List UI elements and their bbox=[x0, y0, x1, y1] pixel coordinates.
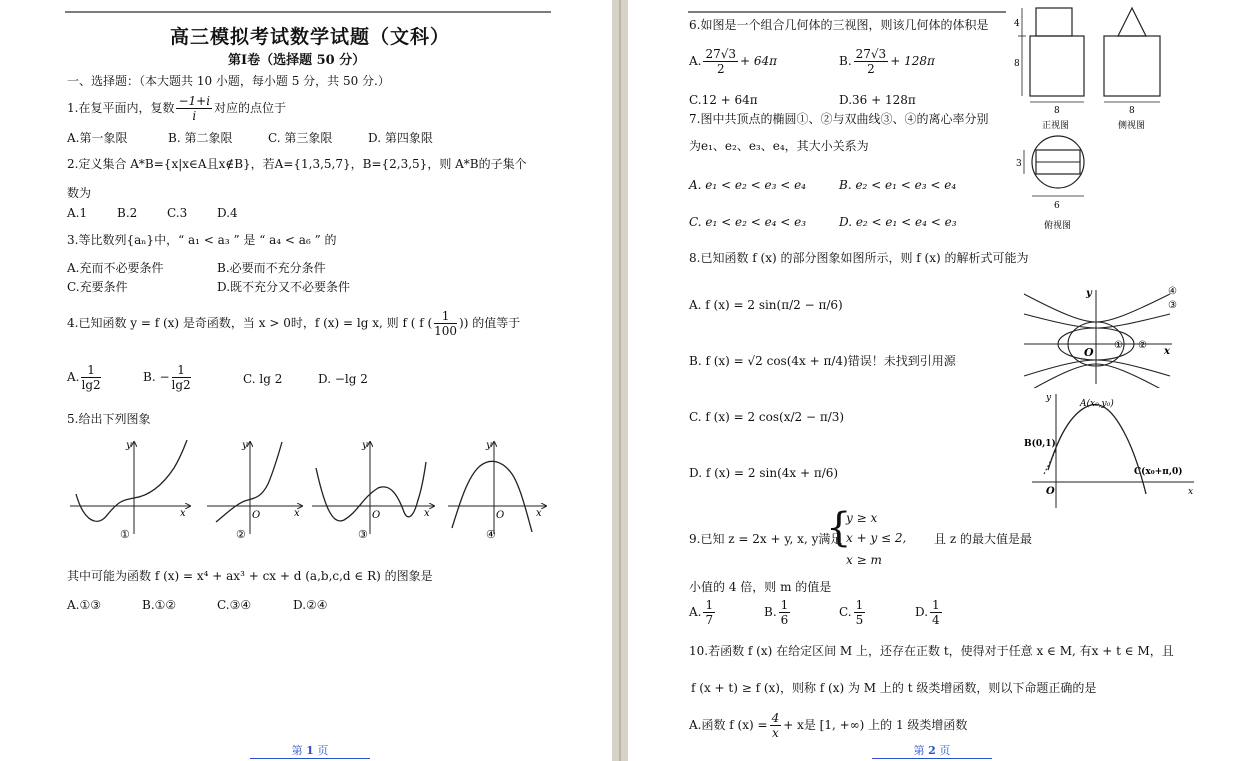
graph-1-label: ① bbox=[120, 528, 130, 541]
svg-text:C(x₀+π,0): C(x₀+π,0) bbox=[1134, 467, 1183, 477]
question-4: 4.已知函数 y = f (x) 是奇函数，当 x > 0时，f (x) = lg x, 则 f ( f ( $\frac{1}{100}$ )) 的值等于 bbox=[67, 309, 521, 338]
exam-title: 高三模拟考试数学试题（文科） bbox=[170, 26, 451, 48]
svg-text:y: y bbox=[1046, 393, 1052, 403]
instructions: 一、选择题：（本大题共 10 小题，每小题 5 分，共 50 分.） bbox=[67, 74, 390, 88]
question-9-post: 且 z 的最大值是最 bbox=[934, 532, 1032, 546]
svg-text:O: O bbox=[1084, 346, 1094, 359]
svg-text:O: O bbox=[1046, 486, 1055, 497]
q7-option-b: B. e₂ < e₁ < e₃ < e₄ bbox=[839, 178, 957, 192]
graph-2-label: ② bbox=[236, 528, 246, 541]
question-2: 2.定义集合 A*B={x|x∈A且x∉B}，若A={1,3,5,7}，B={2,3,5}，则 A*B的子集个 bbox=[67, 157, 527, 171]
question-9-cont: 小值的 4 倍，则 m 的值是 bbox=[689, 580, 832, 594]
section-heading: 第Ⅰ卷（选择题 50 分） bbox=[228, 53, 366, 68]
svg-text:y: y bbox=[242, 440, 248, 451]
svg-text:A(x₀,y₀): A(x₀,y₀) bbox=[1080, 399, 1114, 409]
q1-option-d: D. 第四象限 bbox=[368, 131, 433, 145]
graph-2 bbox=[207, 440, 302, 541]
svg-text:x: x bbox=[294, 508, 300, 519]
graph-3 bbox=[312, 440, 434, 541]
q5-graphs bbox=[62, 432, 562, 544]
header-rule bbox=[65, 11, 551, 13]
q4-option-c: C. lg 2 bbox=[243, 372, 283, 386]
question-8: 8.已知函数 f (x) 的部分图象如图所示，则 f (x) 的解析式可能为 bbox=[689, 251, 1029, 265]
side-view-label: 侧视图 bbox=[1118, 121, 1146, 131]
q2-option-b: B.2 bbox=[117, 206, 138, 220]
svg-text:x: x bbox=[424, 508, 430, 519]
top-view-label: 俯视图 bbox=[1044, 221, 1072, 231]
q5-option-a: A.①③ bbox=[67, 598, 101, 612]
page-number-2: 第 2 页 bbox=[872, 744, 992, 759]
svg-text:②: ② bbox=[1138, 340, 1147, 351]
graph-3-label: ③ bbox=[358, 528, 368, 541]
question-3: 3.等比数列{aₙ}中，“ a₁ < a₃ ” 是 “ a₄ < a₆ ” 的 bbox=[67, 233, 337, 247]
q5-option-b: B.①② bbox=[142, 598, 177, 612]
q8-option-d: D. f (x) = 2 sin(4x + π/6) bbox=[689, 466, 839, 480]
svg-text:x: x bbox=[180, 508, 186, 519]
svg-text:y: y bbox=[126, 440, 132, 451]
question-10-line2: f (x + t) ≥ f (x)，则称 f (x) 为 M 上的 t 级类增函数，则以下命题正确的是 bbox=[691, 681, 1097, 695]
q9-option-b: B. $\frac{1}{6}$ bbox=[764, 598, 789, 627]
question-1: 1.在复平面内，复数 $\frac{-1+i}{i}$ 对应的点位于 bbox=[67, 94, 287, 123]
svg-text:O: O bbox=[252, 510, 261, 521]
q8-option-c: C. f (x) = 2 cos(x/2 − π/3) bbox=[689, 410, 845, 424]
q9-option-a: A. $\frac{1}{7}$ bbox=[689, 598, 714, 627]
q4-option-d: D. −lg 2 bbox=[318, 372, 368, 386]
q5-option-c: C.③④ bbox=[217, 598, 252, 612]
q3-option-c: C.充要条件 bbox=[67, 280, 128, 294]
svg-text:y: y bbox=[486, 440, 492, 451]
q6-option-c: C.12 + 64π bbox=[689, 93, 758, 107]
question-7: 7.图中共顶点的椭圆①、②与双曲线③、④的离心率分别 bbox=[689, 112, 989, 126]
q3-option-b: B.必要而不充分条件 bbox=[217, 261, 326, 275]
question-7-cont: 为e₁、e₂、e₃、e₄，其大小关系为 bbox=[689, 139, 869, 153]
svg-text:④: ④ bbox=[1168, 286, 1177, 297]
q4-fraction: $\frac{1}{100}$ bbox=[434, 309, 458, 338]
question-2-cont: 数为 bbox=[67, 186, 92, 200]
q2-option-d: D.4 bbox=[217, 206, 238, 220]
q8-option-b: B. f (x) = √2 cos(4x + π/4)错误！未找到引用源 bbox=[689, 354, 956, 368]
svg-text:①: ① bbox=[1114, 340, 1123, 351]
q1-fraction: $\frac{-1+i}{i}$ bbox=[178, 94, 211, 123]
svg-text:x: x bbox=[1188, 487, 1194, 497]
question-9: 9.已知 z = 2x + y, x, y满足 bbox=[689, 532, 843, 546]
question-6: 6.如图是一个组合几何体的三视图，则该几何体的体积是 bbox=[689, 18, 989, 32]
graph-1 bbox=[70, 440, 190, 541]
svg-text:B(0,1): B(0,1) bbox=[1024, 439, 1056, 449]
q3-option-a: A.充而不必要条件 bbox=[67, 261, 164, 275]
svg-text:x: x bbox=[536, 508, 542, 519]
q6-option-d: D.36 + 128π bbox=[839, 93, 916, 107]
q6-option-b: B. $\frac{27√3}{2}$ + 128π bbox=[839, 47, 935, 76]
page-number-1: 第 1 页 bbox=[250, 744, 370, 759]
q9-option-c: C. $\frac{1}{5}$ bbox=[839, 598, 864, 627]
q10-option-a: A.函数 f (x) = $\frac{4}{x}$ + x是 [1, +∞) 上的 1 级类增函数 bbox=[689, 711, 968, 740]
q7-option-a: A. e₁ < e₂ < e₃ < e₄ bbox=[689, 178, 806, 192]
q7-option-d: D. e₂ < e₁ < e₄ < e₃ bbox=[839, 215, 957, 229]
reference-error-text: 错误！未找到引用源 bbox=[847, 354, 956, 368]
page-2: 6.如图是一个组合几何体的三视图，则该几何体的体积是 A. $\frac{27√3}{2}$ + 64π B. $\frac{27√3}{2}$ + 128π C.12 + 64π D.36 + 128π 4 8 8 正视图 8 侧视图 3 6 俯视图 7.图中共顶点的椭圆①、②与双曲线③、④的离心率分别 为e₁、e₂、e₃、e₄，其大小关系为 A. e₁ < e₂ < e₃ < e₄ B. e₂ < e₁ < e₃ < e₄ C. e₁ < e₂ < e₄ < e₃ D. e₂ < e₁ < e₄ < e₃ 8.已知函数 f (x) 的部分图象如图所示，则 f (x) 的解析式可能为 A. f (x) = 2 sin(π/2 − π/6) B. f (x) = √2 cos(4x + π/4)错误！未找到引用源 C. f (x) = 2 cos(x/2 − π/3) D. f (x) = 2 sin(4x + π/6) y x O ① ② ④ ③ y x O A(x₀,y₀) B(0,1) C(x₀+π,0) 9.已知 z = 2x + y, x, y满足 { y ≥ x x + y ≤ 2, x ≥ m 且 z 的最大值是最 小值的 4 倍，则 m 的值是 A. $\frac{1}{7}$ B. $\frac{1}{6}$ C. $\frac{1}{5}$ D. $\frac{1}{4}$ 10.若函数 f (x) 在给定区间 M 上，还存在正数 t，使得对于任意 x ∈ M, 有x + t ∈ M，且 f (x + t) ≥ f (x)，则称 f (x) 为 M 上的 t 级类增函数，则以下命题正确的是 A.函数 f (x) = $\frac{4}{x}$ + x是 [1, +∞) 上的 1 级类增函数 第 2 页 bbox=[628, 0, 1236, 761]
question-5-stem: 其中可能为函数 f (x) = x⁴ + ax³ + cx + d (a,b,c,d ∈ R) 的图象是 bbox=[67, 569, 433, 583]
q8-option-a: A. f (x) = 2 sin(π/2 − π/6) bbox=[689, 298, 843, 312]
svg-text:y: y bbox=[362, 440, 368, 451]
q4-option-a: A. $\frac{1}{\lg 2}$ bbox=[67, 363, 101, 392]
graph-4 bbox=[448, 440, 546, 541]
svg-text:③: ③ bbox=[1168, 300, 1177, 311]
q6-three-views bbox=[1014, 2, 1184, 234]
graph-4-label: ④ bbox=[486, 528, 496, 541]
q7-conics-figure bbox=[1022, 284, 1182, 388]
q1-option-c: C. 第三象限 bbox=[268, 131, 333, 145]
q1-option-b: B. 第二象限 bbox=[168, 131, 233, 145]
page-1 bbox=[0, 0, 612, 761]
svg-text:8: 8 bbox=[1054, 106, 1060, 116]
q2-option-c: C.3 bbox=[167, 206, 188, 220]
header-rule-2 bbox=[688, 11, 1006, 13]
q2-option-a: A.1 bbox=[67, 206, 88, 220]
svg-text:O: O bbox=[496, 510, 505, 521]
q4-option-b: B. − $\frac{1}{\lg 2}$ bbox=[143, 363, 191, 392]
svg-text:8: 8 bbox=[1014, 59, 1020, 69]
q1-option-a: A.第一象限 bbox=[67, 131, 128, 145]
svg-text:3: 3 bbox=[1016, 159, 1022, 169]
front-view-label: 正视图 bbox=[1042, 121, 1070, 131]
q7-option-c: C. e₁ < e₂ < e₄ < e₃ bbox=[689, 215, 807, 229]
svg-text:y: y bbox=[1086, 288, 1092, 299]
question-10: 10.若函数 f (x) 在给定区间 M 上，还存在正数 t，使得对于任意 x ∈ M, 有x + t ∈ M，且 bbox=[689, 644, 1174, 658]
question-5: 5.给出下列图象 bbox=[67, 412, 151, 426]
page-gutter bbox=[612, 0, 628, 761]
q5-option-d: D.②④ bbox=[293, 598, 328, 612]
q9-option-d: D. $\frac{1}{4}$ bbox=[915, 598, 940, 627]
svg-text:8: 8 bbox=[1129, 106, 1135, 116]
q3-option-d: D.既不充分又不必要条件 bbox=[217, 280, 351, 294]
svg-text:O: O bbox=[372, 510, 381, 521]
svg-text:4: 4 bbox=[1014, 19, 1020, 29]
q8-function-graph bbox=[1022, 390, 1197, 512]
svg-text:6: 6 bbox=[1054, 201, 1060, 211]
q6-option-a: A. $\frac{27√3}{2}$ + 64π bbox=[689, 47, 778, 76]
svg-text:x: x bbox=[1164, 346, 1170, 357]
